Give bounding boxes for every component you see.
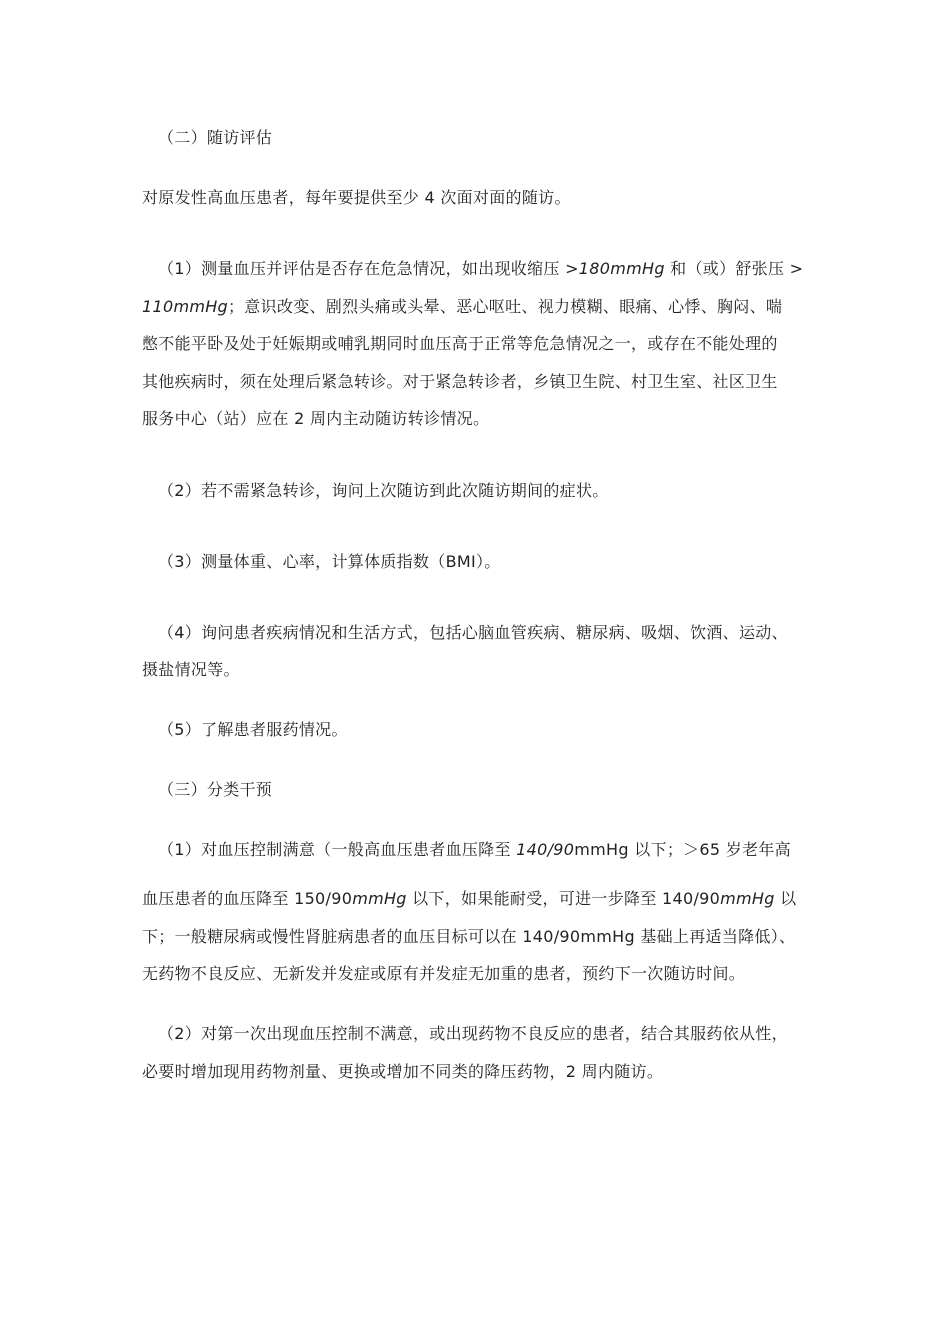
- int1-l2-a: 血压患者的血压降至 150/90: [142, 889, 353, 908]
- int2-line1: （2）对第一次出现血压控制不满意，或出现药物不良反应的患者，结合其服药依从性，: [158, 1024, 788, 1043]
- item3: （3）测量体重、心率，计算体质指数（BMI）。: [158, 552, 501, 571]
- int1-bp-target: 140/90: [516, 840, 575, 859]
- item1-line1: [158, 258, 838, 280]
- item1-text-a: （1）测量血压并评估是否存在危急情况，如出现收缩压: [158, 259, 560, 278]
- item5: （5）了解患者服药情况。: [158, 720, 348, 739]
- followup-intro: 对原发性高血压患者，每年要提供至少 4 次面对面的随访。: [142, 188, 571, 207]
- item4-line1: （4）询问患者疾病情况和生活方式，包括心脑血管疾病、糖尿病、吸烟、饮酒、运动、: [158, 623, 788, 642]
- item1-line2: [142, 296, 822, 318]
- int1-l2-unit2: mmHg: [720, 889, 775, 908]
- item1-text-d: >: [784, 259, 804, 278]
- int1-l2-e: 以: [774, 889, 797, 908]
- int1-line1: [158, 839, 838, 861]
- item1-symptoms: ；意识改变、剧烈头痛或头晕、恶心呕吐、视力模糊、眼痛、心悸、胸闷、喘: [228, 297, 783, 316]
- int1-l2-unit1: mmHg: [352, 889, 407, 908]
- item1-line4: 其他疾病时，须在处理后紧急转诊。对于紧急转诊者，乡镇卫生院、村卫生室、社区卫生: [142, 372, 778, 391]
- int2-line2: 必要时增加现用药物剂量、更换或增加不同类的降压药物，2 周内随访。: [142, 1062, 664, 1081]
- section-heading-intervention: （三）分类干预: [158, 780, 273, 799]
- int1-line2: [142, 888, 822, 910]
- item1-line5: 服务中心（站）应在 2 周内主动随访转诊情况。: [142, 409, 490, 428]
- int1-line3: 下；一般糖尿病或慢性肾脏病患者的血压目标可以在 140/90mmHg 基础上再适当降低）、: [142, 927, 796, 946]
- item4-line2: 摄盐情况等。: [142, 660, 240, 679]
- int1-text-a: （1）对血压控制满意（一般高血压患者血压降至: [158, 840, 517, 859]
- item1-line3: 憋不能平卧及处于妊娠期或哺乳期同时血压高于正常等危急情况之一，或存在不能处理的: [142, 334, 778, 353]
- int1-line4: 无药物不良反应、无新发并发症或原有并发症无加重的患者，预约下一次随访时间。: [142, 964, 746, 983]
- int1-l2-c: 以下，如果能耐受，可进一步降至 140/90: [406, 889, 721, 908]
- section-heading-followup: （二）随访评估: [158, 128, 273, 147]
- item1-text-c: 和（或）舒张压: [670, 259, 785, 278]
- int1-text-d: 以下；＞65 岁老年高: [628, 840, 791, 859]
- item1-systolic-threshold: >180mmHg: [559, 259, 671, 278]
- int1-unit: mmHg: [574, 840, 629, 859]
- item1-diastolic-threshold: 110mmHg: [142, 297, 228, 316]
- item2: （2）若不需紧急转诊，询问上次随访到此次随访期间的症状。: [158, 481, 609, 500]
